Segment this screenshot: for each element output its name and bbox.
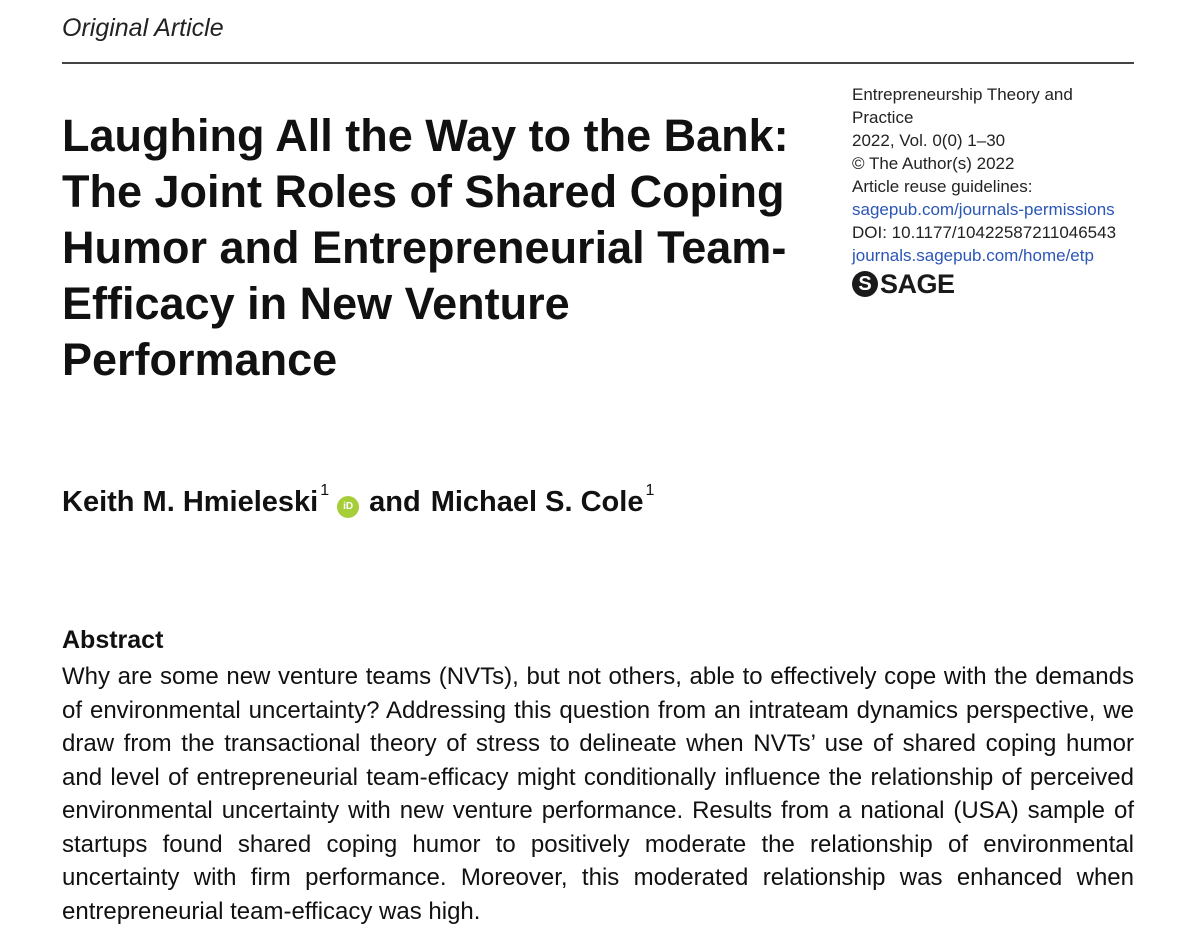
journal-name: Entrepreneurship Theory and Practice bbox=[852, 85, 1073, 127]
abstract-heading: Abstract bbox=[62, 626, 164, 654]
author-list bbox=[62, 482, 655, 519]
abstract-text: Why are some new venture teams (NVTs), but not others, able to effectively cope with the demands of environmental uncertainty? Addressing this question from an intrateam dynamics perspective, we draw from the transactional theory of stress to delineate when NVTs’ use of shared coping humor and level of entrepreneurial team-efficacy might conditionally influence the relationship of perceived environmental uncertainty with new venture performance. Results from a national (USA) sample of startups found shared coping humor to positively moderate the relationship of environmental uncertainty with firm performance. Moreover, this moderated relationship was enhanced when entrepreneurial team-efficacy was high. bbox=[62, 663, 1134, 925]
author-affiliation: 1 bbox=[320, 482, 330, 499]
header-divider bbox=[62, 62, 1134, 64]
journal-meta bbox=[852, 83, 1152, 297]
author-joiner: and bbox=[369, 486, 421, 518]
journal-link[interactable]: journals.sagepub.com/home/etp bbox=[852, 246, 1094, 265]
section-label: Original Article bbox=[62, 14, 224, 42]
doi: DOI: 10.1177/10422587211046543 bbox=[852, 223, 1117, 242]
orcid-icon[interactable]: iD bbox=[337, 496, 359, 518]
journal-issue: 2022, Vol. 0(0) 1–30 bbox=[852, 131, 1006, 150]
sage-logo-text: SAGE bbox=[880, 268, 955, 299]
article-title: Laughing All the Way to the Bank: The Joint Roles of Shared Coping Humor and Entrepreneurial Team-Efficacy in New Venture Performance bbox=[62, 110, 789, 385]
author-affiliation: 1 bbox=[645, 482, 655, 499]
sage-logo-mark: S bbox=[852, 271, 878, 297]
author-name: Michael S. Cole bbox=[430, 486, 644, 518]
reuse-link[interactable]: sagepub.com/journals-permissions bbox=[852, 200, 1115, 219]
copyright-notice: © The Author(s) 2022 bbox=[852, 154, 1015, 173]
author-name: Keith M. Hmieleski bbox=[62, 486, 319, 518]
sage-logo bbox=[852, 268, 1152, 299]
reuse-label: Article reuse guidelines: bbox=[852, 177, 1033, 196]
